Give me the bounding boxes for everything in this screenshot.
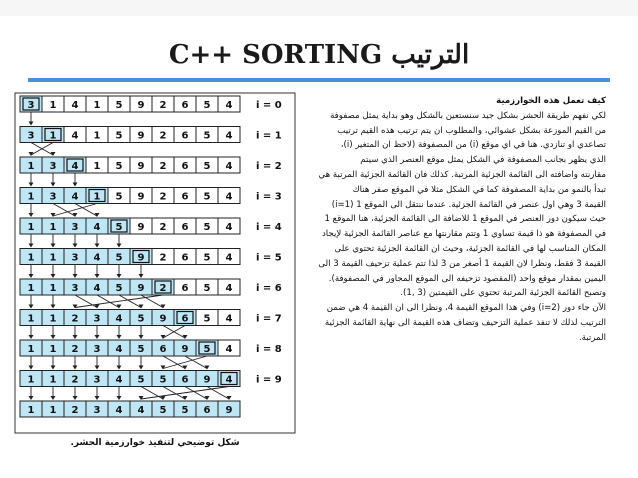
text-line: من القيم الموزعة بشكل عشوائي، والمطلوب ان يتم ترتيب هذه القيم ترتيب [337, 125, 606, 136]
cell-value: 4 [93, 222, 101, 233]
arrow-head [73, 274, 78, 278]
cell-value: 1 [27, 161, 35, 172]
arrow-head [51, 396, 56, 400]
cell-value: 5 [203, 130, 211, 142]
cell-value: 6 [181, 252, 189, 264]
arrow-head [139, 274, 144, 278]
cell-value: 6 [181, 313, 189, 325]
row-index-label: i = 1 [256, 130, 282, 142]
cell-value: 6 [181, 222, 189, 233]
arrow-head [73, 396, 78, 400]
move-arrow [119, 295, 141, 308]
arrow-head [73, 244, 78, 248]
cell-value: 5 [115, 222, 123, 233]
cell-value: 3 [27, 130, 35, 142]
row-index-label: i = 8 [256, 344, 282, 355]
cell-value: 2 [159, 252, 167, 264]
cell-value: 3 [71, 222, 79, 233]
cell-value: 9 [137, 252, 145, 264]
arrow-head [139, 396, 144, 400]
cell-value: 6 [181, 130, 189, 142]
cell-value: 4 [137, 405, 145, 416]
cell-value: 5 [203, 313, 211, 325]
cell-value: 3 [27, 100, 35, 111]
cell-value: 4 [115, 374, 123, 386]
cell-value: 3 [71, 252, 79, 264]
row-index-label: i = 0 [256, 100, 282, 111]
cell-value: 1 [49, 344, 57, 355]
arrow-head [29, 183, 34, 187]
text-line: في المصفوفة هو ذا قيمة تساوي 1 وتتم مقارنتها مع عناصر القائمة الجزئية لإيجاد [321, 229, 606, 240]
cell-value: 9 [137, 283, 145, 294]
cell-value: 5 [159, 405, 167, 416]
cell-value: 2 [159, 130, 167, 142]
cell-value: 4 [225, 130, 233, 142]
text-line: حيث سيكون دور العنصر في الموقع 1 للاضافة الى القائمة الجزئية، هنا الموقع 1 [324, 214, 606, 225]
cell-value: 4 [93, 283, 101, 294]
arrow-head [73, 366, 78, 370]
cell-value: 2 [71, 374, 79, 386]
row-index-label: i = 4 [256, 222, 282, 233]
text-line: تصاعدي او تنازدي. هنا في اي موقع (i) من المصفوفة (لاحظ ان المتغير (i)، [340, 140, 606, 151]
arrow-head [29, 122, 34, 126]
cell-value: 1 [49, 283, 57, 294]
cell-value: 2 [71, 313, 79, 325]
cell-value: 1 [27, 405, 35, 416]
text-line: المرتبة. [578, 332, 606, 343]
cell-value: 1 [93, 100, 101, 111]
cell-value: 9 [137, 130, 145, 142]
cell-value: 6 [159, 344, 167, 355]
cell-value: 9 [225, 405, 233, 416]
arrow-head [29, 274, 34, 278]
cell-value: 4 [225, 161, 233, 172]
cell-value: 1 [93, 161, 101, 172]
cell-value: 1 [49, 252, 57, 264]
cell-value: 4 [115, 344, 123, 355]
cell-value: 4 [71, 130, 79, 142]
cell-value: 4 [225, 100, 233, 111]
arrow-head [117, 396, 122, 400]
cell-value: 5 [203, 283, 211, 294]
cell-value: 5 [137, 344, 145, 355]
text-line: تبدأ بالنمو من بداية المصفوفة كما في الشكل مثلا في الموقع صفر هناك [352, 184, 606, 195]
row-index-label: i = 9 [256, 374, 282, 386]
cell-value: 1 [49, 222, 57, 233]
cell-value: 3 [93, 344, 101, 355]
cell-value: 9 [137, 222, 145, 233]
cell-value: 9 [159, 313, 167, 325]
cell-value: 1 [93, 191, 101, 203]
cell-value: 5 [115, 100, 123, 111]
arrow-head [51, 183, 56, 187]
cell-value: 4 [115, 405, 123, 416]
move-arrow [185, 356, 207, 369]
move-arrow [185, 387, 207, 400]
arrow-head [29, 335, 34, 339]
cell-value: 4 [225, 283, 233, 294]
cell-value: 6 [181, 283, 189, 294]
cell-value: 4 [71, 191, 79, 203]
cell-value: 2 [71, 405, 79, 416]
cell-value: 3 [49, 161, 57, 172]
text-line: الذي يظهر بجانب المصفوفة في الشكل يمثل موقع العنصر الذي سيتم [360, 155, 606, 166]
arrow-head [139, 335, 144, 339]
cell-value: 4 [225, 191, 233, 203]
text-line: المكان المناسب لها في القائمة الجزئية، وحيث ان القائمة الجزئية تحتوي على [334, 243, 606, 254]
cell-value: 5 [115, 161, 123, 172]
text-line: لكي نفهم طريقة الحشر بشكل جيد سنستعين بالشكل وهو بداية يمثل مصفوفة [330, 110, 606, 121]
move-arrow [163, 387, 185, 400]
cell-value: 5 [203, 191, 211, 203]
cell-value: 6 [181, 161, 189, 172]
cell-value: 2 [159, 222, 167, 233]
row-index-label: i = 7 [256, 313, 282, 325]
arrow-head [29, 396, 34, 400]
arrow-head [139, 366, 144, 370]
move-arrow [75, 204, 97, 217]
cell-value: 2 [159, 161, 167, 172]
arrow-head [29, 244, 34, 248]
cell-value: 4 [225, 222, 233, 233]
row-index-label: i = 5 [256, 252, 282, 264]
text-heading: كيف تعمل هذه الخوارزمية [496, 96, 606, 106]
cell-value: 1 [49, 405, 57, 416]
cell-value: 2 [71, 344, 79, 355]
text-line: القيمة 3 فقط، ونظرا لان القيمة 1 أصغر من 3 لذا تتم عملية تزحيف القيمة 3 الى [318, 258, 606, 269]
arrow-head [51, 305, 56, 309]
cell-value: 1 [49, 374, 57, 386]
cell-value: 1 [49, 100, 57, 111]
cell-value: 4 [115, 313, 123, 325]
move-arrow [163, 356, 185, 369]
row-index-label: i = 6 [256, 283, 282, 294]
cell-value: 5 [137, 313, 145, 325]
cell-value: 2 [159, 100, 167, 111]
cell-value: 1 [27, 191, 35, 203]
cell-value: 6 [181, 374, 189, 386]
arrow-head [95, 366, 100, 370]
cell-value: 9 [137, 161, 145, 172]
title-underline [28, 78, 610, 82]
arrow-head [95, 396, 100, 400]
arrow-head [29, 305, 34, 309]
cell-value: 6 [203, 405, 211, 416]
cell-value: 4 [225, 313, 233, 325]
arrow-head [95, 274, 100, 278]
arrow-head [73, 305, 78, 309]
cell-value: 3 [93, 313, 101, 325]
arrow-head [29, 213, 34, 217]
arrow-head [29, 366, 34, 370]
insertion-sort-figure [14, 92, 296, 434]
row-index-label: i = 2 [256, 161, 282, 172]
figure-svg [14, 92, 296, 434]
arrow-head [51, 244, 56, 248]
move-arrow [97, 295, 119, 308]
cell-value: 5 [203, 344, 211, 355]
cell-value: 5 [115, 191, 123, 203]
cell-value: 3 [93, 374, 101, 386]
cell-value: 6 [181, 100, 189, 111]
cell-value: 1 [49, 130, 57, 142]
text-line: مقارنته واضافته الى القائمة الجزئية المرتبة. كذلك فان القائمة الجزئية المرتبة هي [318, 169, 606, 180]
cell-value: 1 [27, 374, 35, 386]
cell-value: 4 [225, 374, 233, 386]
cell-value: 3 [49, 191, 57, 203]
cell-value: 3 [71, 283, 79, 294]
text-line: وتصبح القائمة الجزئية المرتبة تحتوي على القيمتين (3 ,1). [400, 288, 606, 299]
cell-value: 4 [225, 344, 233, 355]
move-arrow [53, 204, 75, 217]
top-bar [0, 0, 638, 16]
arrow-head [117, 274, 122, 278]
cell-value: 1 [93, 130, 101, 142]
cell-value: 1 [27, 344, 35, 355]
slide-title: C++ SORTING الترتيب [168, 40, 470, 70]
cell-value: 4 [71, 161, 79, 172]
arrow-head [51, 335, 56, 339]
cell-value: 5 [115, 283, 123, 294]
cell-value: 5 [115, 130, 123, 142]
cell-value: 9 [137, 191, 145, 203]
cell-value: 6 [181, 191, 189, 203]
cell-value: 1 [27, 252, 35, 264]
cell-value: 5 [203, 252, 211, 264]
cell-value: 1 [49, 313, 57, 325]
arrow-head [73, 183, 78, 187]
cell-value: 5 [181, 405, 189, 416]
arrow-head [161, 366, 166, 370]
cell-value: 1 [27, 222, 35, 233]
cell-value: 5 [137, 374, 145, 386]
text-line: الآن جاء دور (i=2) وفي هذا الموقع القيمة 4، ونظرا الى ان القيمة 4 هي ضمن [326, 303, 606, 314]
cell-value: 4 [93, 252, 101, 264]
cell-value: 2 [159, 283, 167, 294]
text-line: القيمة 3 وهي اول عنصر في القائمة الجزئية. عندما ننتقل الى الموقع 1 (i=1) [331, 199, 606, 210]
arrow-head [95, 335, 100, 339]
row-index-label: i = 3 [256, 191, 282, 203]
figure-caption: شكل توضيحي لتنفيذ خوارزمية الحشر. [70, 438, 240, 448]
cell-value: 5 [115, 252, 123, 264]
cell-value: 2 [159, 191, 167, 203]
text-line: الترتيب لذلك لا تنفذ عملية التزحيف وتضاف هذه القيمة الى نهاية القائمة الجزئية [324, 317, 606, 328]
cell-value: 4 [225, 252, 233, 264]
cell-value: 9 [203, 374, 211, 386]
cell-value: 4 [71, 100, 79, 111]
arrow-head [117, 244, 122, 248]
cell-value: 5 [159, 374, 167, 386]
text-line: اليمين بمقدار موقع واحد (المقصود تزحيفه الى الموقع المجاور في المصفوفة). [328, 273, 606, 284]
arrow-head [117, 366, 122, 370]
explanation-text [300, 94, 606, 346]
cell-value: 9 [181, 344, 189, 355]
cell-value: 5 [203, 161, 211, 172]
cell-value: 5 [203, 100, 211, 111]
arrow-head [117, 335, 122, 339]
arrow-head [73, 335, 78, 339]
cell-value: 3 [93, 405, 101, 416]
arrow-head [51, 213, 56, 217]
cell-value: 1 [27, 313, 35, 325]
arrow-head [51, 274, 56, 278]
cell-value: 9 [137, 100, 145, 111]
arrow-head [95, 244, 100, 248]
arrow-head [51, 366, 56, 370]
cell-value: 1 [27, 283, 35, 294]
cell-value: 5 [203, 222, 211, 233]
